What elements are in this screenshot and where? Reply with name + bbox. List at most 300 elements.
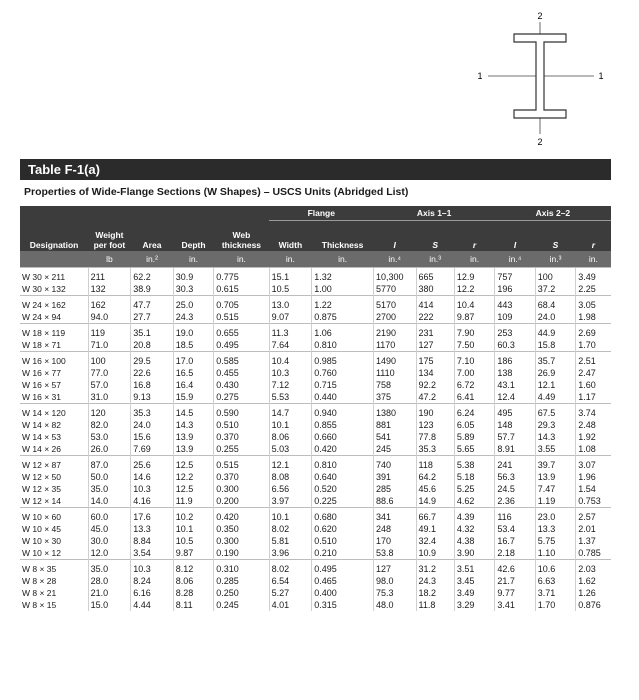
- designation-cell: W 24 × 162: [20, 296, 88, 312]
- value-cell: 12.5: [173, 456, 213, 472]
- value-cell: 7.69: [131, 443, 174, 456]
- table-row: [20, 339, 611, 352]
- designation-cell: W 30 × 132: [22, 284, 66, 294]
- table-body: [20, 268, 611, 612]
- value-cell: 196: [495, 283, 535, 296]
- value-cell: 15.8: [535, 339, 575, 352]
- value-cell: 7.47: [535, 483, 575, 495]
- value-cell: 21.7: [495, 575, 535, 587]
- designation-cell: W 16 × 31: [22, 392, 61, 402]
- value-cell: 37.2: [535, 283, 575, 296]
- value-cell: 14.0: [88, 495, 131, 508]
- value-cell: 118: [416, 456, 454, 472]
- header-axis2-r: r: [576, 221, 611, 252]
- value-cell: 17.6: [131, 508, 174, 524]
- value-cell: 1.08: [576, 443, 611, 456]
- table-caption: Properties of Wide-Flange Sections (W Shapes) – USCS Units (Abridged List): [24, 186, 409, 198]
- value-cell: 98.0: [373, 575, 416, 587]
- value-cell: 35.1: [131, 324, 174, 340]
- value-cell: 31.2: [416, 560, 454, 576]
- value-cell: 0.855: [312, 419, 374, 431]
- value-cell: 11.9: [173, 495, 213, 508]
- value-cell: 2.18: [495, 547, 535, 560]
- value-cell: 0.190: [214, 547, 269, 560]
- value-cell: 134: [416, 367, 454, 379]
- value-cell: 9.77: [495, 587, 535, 599]
- units-row: [20, 251, 611, 268]
- value-cell: 2.57: [576, 508, 611, 524]
- designation-cell: W 10 × 45: [22, 524, 61, 534]
- value-cell: 10.1: [173, 523, 213, 535]
- value-cell: 56.3: [495, 471, 535, 483]
- designation-cell: W 8 × 35: [20, 560, 88, 576]
- value-cell: 0.510: [312, 535, 374, 547]
- value-cell: 12.1: [535, 379, 575, 391]
- value-cell: 15.9: [173, 391, 213, 404]
- value-cell: 100: [88, 352, 131, 368]
- value-cell: 22.6: [131, 367, 174, 379]
- value-cell: 24.5: [495, 483, 535, 495]
- value-cell: 0.680: [312, 508, 374, 524]
- value-cell: 5.81: [269, 535, 312, 547]
- value-cell: 0.310: [214, 560, 269, 576]
- value-cell: 12.1: [269, 456, 312, 472]
- table-title: Table F-1(a): [28, 162, 100, 177]
- value-cell: 5.03: [269, 443, 312, 456]
- value-cell: 57.7: [495, 431, 535, 443]
- value-cell: 18.5: [173, 339, 213, 352]
- value-cell: 0.315: [312, 599, 374, 611]
- value-cell: 758: [373, 379, 416, 391]
- value-cell: 0.660: [312, 431, 374, 443]
- value-cell: 30.0: [88, 535, 131, 547]
- unit-cell: in.³: [416, 251, 454, 268]
- designation-cell: W 14 × 82: [22, 420, 61, 430]
- value-cell: 16.4: [173, 379, 213, 391]
- value-cell: 3.74: [576, 404, 611, 420]
- value-cell: 148: [495, 419, 535, 431]
- value-cell: 62.2: [131, 268, 174, 284]
- value-cell: 8.06: [173, 575, 213, 587]
- value-cell: 1.17: [576, 391, 611, 404]
- value-cell: 190: [416, 404, 454, 420]
- value-cell: 10.9: [416, 547, 454, 560]
- value-cell: 12.5: [173, 483, 213, 495]
- value-cell: 0.940: [312, 404, 374, 420]
- table-row: [20, 471, 611, 483]
- designation-cell: W 18 × 71: [22, 340, 61, 350]
- value-cell: 10.5: [173, 535, 213, 547]
- value-cell: 0.520: [312, 483, 374, 495]
- value-cell: 5770: [373, 283, 416, 296]
- value-cell: 10.2: [173, 508, 213, 524]
- designation-cell: W 8 × 21: [22, 588, 57, 598]
- value-cell: 4.16: [131, 495, 174, 508]
- value-cell: 5.65: [454, 443, 494, 456]
- table-row: [20, 443, 611, 456]
- value-cell: 4.44: [131, 599, 174, 611]
- header-area: Area: [131, 221, 174, 252]
- value-cell: 3.49: [454, 587, 494, 599]
- w-shape-cross-section-diagram: [470, 8, 610, 148]
- value-cell: 47.7: [131, 296, 174, 312]
- designation-cell: W 8 × 15: [22, 600, 57, 610]
- value-cell: 116: [495, 508, 535, 524]
- properties-table: [20, 206, 611, 611]
- value-cell: 50.0: [88, 471, 131, 483]
- value-cell: 28.0: [88, 575, 131, 587]
- value-cell: 0.495: [312, 560, 374, 576]
- value-cell: 9.13: [131, 391, 174, 404]
- value-cell: 0.615: [214, 283, 269, 296]
- value-cell: 1.70: [576, 339, 611, 352]
- value-cell: 18.2: [416, 587, 454, 599]
- value-cell: 10.4: [454, 296, 494, 312]
- value-cell: 1110: [373, 367, 416, 379]
- value-cell: 15.0: [88, 599, 131, 611]
- value-cell: 0.255: [214, 443, 269, 456]
- table-row: [20, 508, 611, 524]
- value-cell: 414: [416, 296, 454, 312]
- header-flange-thickness: Thickness: [312, 221, 374, 252]
- value-cell: 0.810: [312, 339, 374, 352]
- value-cell: 3.96: [269, 547, 312, 560]
- value-cell: 245: [373, 443, 416, 456]
- header-axis1-r: r: [454, 221, 494, 252]
- header-group-flange: Flange: [269, 206, 373, 221]
- value-cell: 35.7: [535, 352, 575, 368]
- value-cell: 170: [373, 535, 416, 547]
- unit-cell: in.²: [131, 251, 174, 268]
- value-cell: 8.02: [269, 560, 312, 576]
- value-cell: 13.0: [269, 296, 312, 312]
- value-cell: 0.250: [214, 587, 269, 599]
- value-cell: 53.8: [373, 547, 416, 560]
- value-cell: 2.25: [576, 283, 611, 296]
- value-cell: 20.8: [131, 339, 174, 352]
- value-cell: 77.8: [416, 431, 454, 443]
- value-cell: 0.275: [214, 391, 269, 404]
- value-cell: 1.00: [312, 283, 374, 296]
- table-row: [20, 404, 611, 420]
- value-cell: 39.7: [535, 456, 575, 472]
- value-cell: 5.27: [269, 587, 312, 599]
- unit-cell: in.⁴: [495, 251, 535, 268]
- value-cell: 94.0: [88, 311, 131, 324]
- value-cell: 541: [373, 431, 416, 443]
- unit-cell: in.: [454, 251, 494, 268]
- value-cell: 3.07: [576, 456, 611, 472]
- value-cell: 391: [373, 471, 416, 483]
- value-cell: 380: [416, 283, 454, 296]
- value-cell: 0.715: [312, 379, 374, 391]
- value-cell: 1.54: [576, 483, 611, 495]
- value-cell: 13.9: [173, 431, 213, 443]
- value-cell: 5.18: [454, 471, 494, 483]
- value-cell: 7.12: [269, 379, 312, 391]
- value-cell: 7.64: [269, 339, 312, 352]
- value-cell: 3.71: [535, 587, 575, 599]
- designation-cell: W 16 × 100: [20, 352, 88, 368]
- value-cell: 14.3: [535, 431, 575, 443]
- value-cell: 16.7: [495, 535, 535, 547]
- value-cell: 3.29: [454, 599, 494, 611]
- table-row: [20, 283, 611, 296]
- value-cell: 0.876: [576, 599, 611, 611]
- designation-cell: W 12 × 14: [22, 496, 61, 506]
- value-cell: 29.3: [535, 419, 575, 431]
- value-cell: 35.3: [131, 404, 174, 420]
- value-cell: 10.3: [269, 367, 312, 379]
- value-cell: 26.0: [88, 443, 131, 456]
- axis-label-top: 2: [537, 11, 543, 21]
- value-cell: 1.06: [312, 324, 374, 340]
- unit-cell: in.: [576, 251, 611, 268]
- value-cell: 48.0: [373, 599, 416, 611]
- value-cell: 14.6: [131, 471, 174, 483]
- header-axis2-i: I: [495, 221, 535, 252]
- value-cell: 0.760: [312, 367, 374, 379]
- value-cell: 88.6: [373, 495, 416, 508]
- table-row: [20, 419, 611, 431]
- value-cell: 2.03: [576, 560, 611, 576]
- value-cell: 66.7: [416, 508, 454, 524]
- value-cell: 57.0: [88, 379, 131, 391]
- value-cell: 2.01: [576, 523, 611, 535]
- value-cell: 0.640: [312, 471, 374, 483]
- value-cell: 64.2: [416, 471, 454, 483]
- value-cell: 740: [373, 456, 416, 472]
- value-cell: 5.75: [535, 535, 575, 547]
- value-cell: 9.87: [173, 547, 213, 560]
- table-row: [20, 547, 611, 560]
- table-row: [20, 391, 611, 404]
- value-cell: 5.89: [454, 431, 494, 443]
- value-cell: 49.1: [416, 523, 454, 535]
- value-cell: 109: [495, 311, 535, 324]
- value-cell: 757: [495, 268, 535, 284]
- designation-cell: W 12 × 50: [22, 472, 61, 482]
- value-cell: 495: [495, 404, 535, 420]
- value-cell: 0.370: [214, 471, 269, 483]
- value-cell: 29.5: [131, 352, 174, 368]
- header-depth: Depth: [173, 221, 213, 252]
- table-row: [20, 352, 611, 368]
- value-cell: 0.775: [214, 268, 269, 284]
- value-cell: 138: [495, 367, 535, 379]
- value-cell: 0.515: [214, 311, 269, 324]
- header-axis1-i: I: [373, 221, 416, 252]
- table-row: [20, 367, 611, 379]
- value-cell: 2.36: [495, 495, 535, 508]
- value-cell: 1.32: [312, 268, 374, 284]
- value-cell: 5.53: [269, 391, 312, 404]
- value-cell: 285: [373, 483, 416, 495]
- value-cell: 1.92: [576, 431, 611, 443]
- value-cell: 3.51: [454, 560, 494, 576]
- value-cell: 0.430: [214, 379, 269, 391]
- value-cell: 26.9: [535, 367, 575, 379]
- unit-cell: [20, 251, 88, 268]
- value-cell: 186: [495, 352, 535, 368]
- value-cell: 10.6: [535, 560, 575, 576]
- value-cell: 92.2: [416, 379, 454, 391]
- value-cell: 75.3: [373, 587, 416, 599]
- designation-cell: W 16 × 77: [22, 368, 61, 378]
- value-cell: 0.705: [214, 296, 269, 312]
- value-cell: 0.400: [312, 587, 374, 599]
- value-cell: 375: [373, 391, 416, 404]
- unit-cell: lb: [88, 251, 131, 268]
- value-cell: 9.87: [454, 311, 494, 324]
- designation-cell: W 10 × 30: [22, 536, 61, 546]
- value-cell: 11.3: [269, 324, 312, 340]
- value-cell: 175: [416, 352, 454, 368]
- value-cell: 0.200: [214, 495, 269, 508]
- value-cell: 0.420: [214, 508, 269, 524]
- value-cell: 2.69: [576, 324, 611, 340]
- value-cell: 1.26: [576, 587, 611, 599]
- value-cell: 1.62: [576, 575, 611, 587]
- value-cell: 38.9: [131, 283, 174, 296]
- value-cell: 231: [416, 324, 454, 340]
- value-cell: 1.96: [576, 471, 611, 483]
- value-cell: 0.210: [312, 547, 374, 560]
- table-row: [20, 379, 611, 391]
- value-cell: 14.9: [416, 495, 454, 508]
- value-cell: 12.4: [495, 391, 535, 404]
- value-cell: 10,300: [373, 268, 416, 284]
- value-cell: 10.5: [269, 283, 312, 296]
- header-axis1-s: S: [416, 221, 454, 252]
- value-cell: 8.24: [131, 575, 174, 587]
- value-cell: 45.6: [416, 483, 454, 495]
- value-cell: 0.585: [214, 352, 269, 368]
- value-cell: 1490: [373, 352, 416, 368]
- value-cell: 2190: [373, 324, 416, 340]
- value-cell: 241: [495, 456, 535, 472]
- value-cell: 35.0: [88, 483, 131, 495]
- designation-cell: W 30 × 211: [20, 268, 88, 284]
- value-cell: 7.90: [454, 324, 494, 340]
- value-cell: 100: [535, 268, 575, 284]
- value-cell: 3.55: [535, 443, 575, 456]
- value-cell: 14.7: [269, 404, 312, 420]
- value-cell: 1.60: [576, 379, 611, 391]
- value-cell: 45.0: [88, 523, 131, 535]
- value-cell: 0.510: [214, 419, 269, 431]
- value-cell: 23.0: [535, 508, 575, 524]
- header-flange-width: Width: [269, 221, 312, 252]
- designation-cell: W 14 × 120: [20, 404, 88, 420]
- value-cell: 6.56: [269, 483, 312, 495]
- designation-cell: W 10 × 12: [22, 548, 61, 558]
- value-cell: 0.440: [312, 391, 374, 404]
- table-row: [20, 483, 611, 495]
- table-row: [20, 575, 611, 587]
- value-cell: 0.620: [312, 523, 374, 535]
- value-cell: 30.3: [173, 283, 213, 296]
- table-row: [20, 268, 611, 284]
- value-cell: 8.12: [173, 560, 213, 576]
- table-row: [20, 311, 611, 324]
- value-cell: 2.47: [576, 367, 611, 379]
- value-cell: 253: [495, 324, 535, 340]
- value-cell: 881: [373, 419, 416, 431]
- table-row: [20, 560, 611, 576]
- table-row: [20, 456, 611, 472]
- header-group-axis2: Axis 2–2: [495, 206, 611, 221]
- unit-cell: in.⁴: [373, 251, 416, 268]
- value-cell: 665: [416, 268, 454, 284]
- unit-cell: in.: [214, 251, 269, 268]
- value-cell: 6.63: [535, 575, 575, 587]
- value-cell: 25.0: [173, 296, 213, 312]
- value-cell: 11.8: [416, 599, 454, 611]
- value-cell: 24.3: [416, 575, 454, 587]
- value-cell: 21.0: [88, 587, 131, 599]
- header-group-axis1: Axis 1–1: [373, 206, 494, 221]
- value-cell: 0.785: [576, 547, 611, 560]
- value-cell: 0.300: [214, 483, 269, 495]
- designation-cell: W 8 × 28: [22, 576, 57, 586]
- designation-cell: W 18 × 119: [20, 324, 88, 340]
- table-row: [20, 495, 611, 508]
- value-cell: 7.50: [454, 339, 494, 352]
- value-cell: 6.41: [454, 391, 494, 404]
- value-cell: 5.38: [454, 456, 494, 472]
- value-cell: 71.0: [88, 339, 131, 352]
- value-cell: 120: [88, 404, 131, 420]
- value-cell: 82.0: [88, 419, 131, 431]
- value-cell: 2.48: [576, 419, 611, 431]
- value-cell: 15.1: [269, 268, 312, 284]
- value-cell: 53.0: [88, 431, 131, 443]
- value-cell: 60.3: [495, 339, 535, 352]
- value-cell: 0.515: [214, 456, 269, 472]
- table-row: [20, 599, 611, 611]
- value-cell: 12.2: [454, 283, 494, 296]
- value-cell: 2.51: [576, 352, 611, 368]
- value-cell: 68.4: [535, 296, 575, 312]
- value-cell: 6.24: [454, 404, 494, 420]
- value-cell: 15.6: [131, 431, 174, 443]
- value-cell: 4.32: [454, 523, 494, 535]
- header-designation: Designation: [20, 221, 88, 252]
- value-cell: 0.495: [214, 339, 269, 352]
- value-cell: 13.9: [173, 443, 213, 456]
- value-cell: 87.0: [88, 456, 131, 472]
- value-cell: 42.6: [495, 560, 535, 576]
- value-cell: 0.285: [214, 575, 269, 587]
- value-cell: 13.3: [131, 523, 174, 535]
- value-cell: 341: [373, 508, 416, 524]
- value-cell: 8.28: [173, 587, 213, 599]
- value-cell: 119: [88, 324, 131, 340]
- value-cell: 1.37: [576, 535, 611, 547]
- value-cell: 43.1: [495, 379, 535, 391]
- value-cell: 222: [416, 311, 454, 324]
- value-cell: 12.2: [173, 471, 213, 483]
- header-weight: Weight per foot: [88, 221, 131, 252]
- value-cell: 248: [373, 523, 416, 535]
- value-cell: 132: [88, 283, 131, 296]
- value-cell: 10.1: [269, 419, 312, 431]
- value-cell: 5.25: [454, 483, 494, 495]
- value-cell: 4.49: [535, 391, 575, 404]
- value-cell: 0.753: [576, 495, 611, 508]
- value-cell: 0.225: [312, 495, 374, 508]
